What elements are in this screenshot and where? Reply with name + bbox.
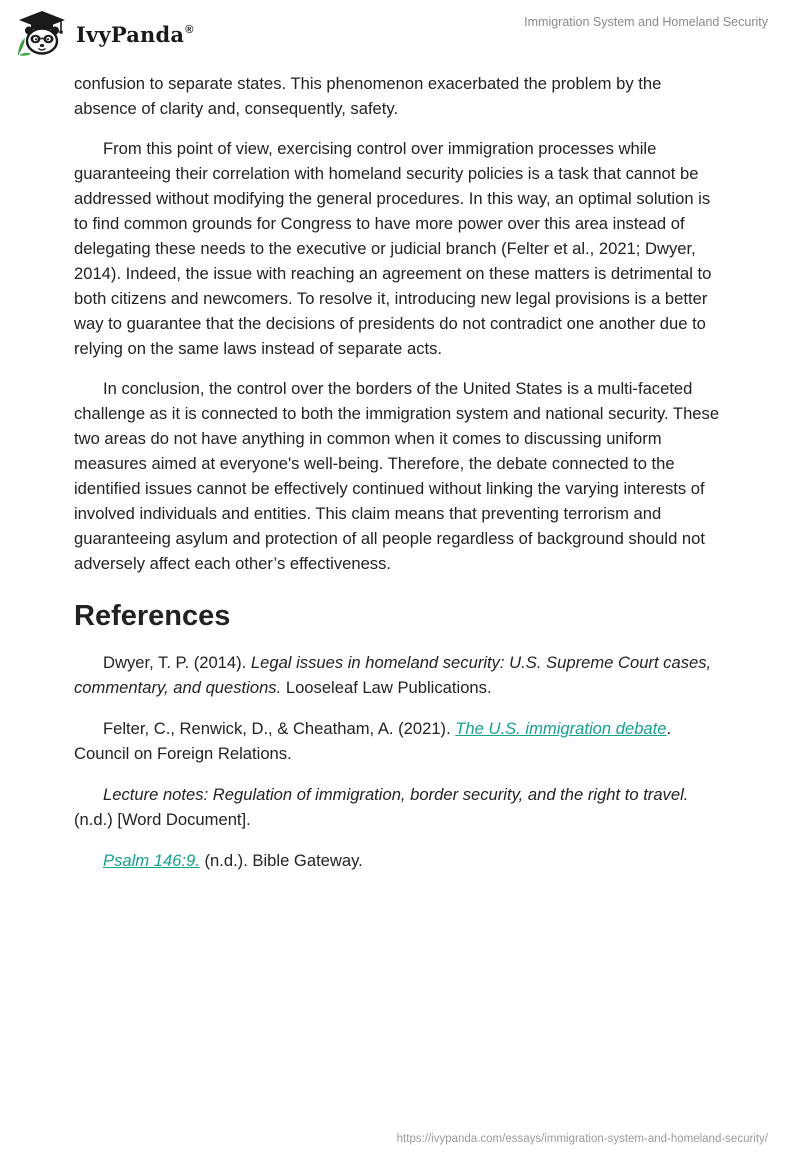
paragraph: confusion to separate states. This phenomenon exacerbated the problem by the absence of clarity and, consequently, safety. [74, 74, 662, 118]
page-header [0, 0, 800, 64]
paragraph: From this point of view, exercising control over immigration processes while guaranteeing their correlation with homeland security policies is a task that cannot be addressed without modifying the general procedures. In this way, an optimal solution is to find common grounds for Congress to have more power over this area instead of delegating these needs to the executive or judicial branch (Felter et al., 2021; Dwyer, 2014). Indeed, the issue with reaching an agreement on these matters is detrimental to both citizens and newcomers. To resolve it, introducing new legal provisions is a better way to guarantee that the decisions of presidents do not contradict one another due to relying on the same laws instead of separate acts. [74, 139, 712, 358]
reference-author: Dwyer, T. P. (2014). [103, 653, 251, 672]
footer-url: https://ivypanda.com/essays/immigration-system-and-homeland-security/ [396, 1133, 768, 1145]
reference-details: (n.d.). Bible Gateway. [199, 851, 363, 870]
panda-graduate-icon [14, 8, 70, 58]
ivypanda-logo[interactable] [14, 8, 194, 58]
reference-publisher: Looseleaf Law Publications. [281, 678, 492, 697]
reference-publisher: . Council on Foreign Relations. [74, 719, 672, 763]
reference-title: Lecture notes: Regulation of immigration, border security, and the right to travel. [103, 785, 689, 804]
paragraph: In conclusion, the control over the borders of the United States is a multi-faceted challenge as it is connected to both the immigration system and national security. These two areas do not have anything in common when it comes to discussing uniform measures aimed at everyone's well-being. Therefore, the debate connected to the identified issues cannot be effectively continued without linking the varying interests of involved individuals and entities. This claim means that preventing terrorism and guaranteeing asylum and protection of all people regardless of background should not adversely affect each other’s effectiveness. [74, 379, 720, 573]
reference-link[interactable]: Psalm 146:9. [103, 851, 200, 870]
reference-item [74, 782, 728, 832]
reference-item [74, 716, 728, 766]
brand-name [76, 22, 194, 47]
reference-link[interactable]: The U.S. immigration debate [455, 719, 667, 738]
reference-title: Legal issues in homeland security: U.S. Supreme Court cases, commentary, and questions. [74, 653, 712, 697]
reference-item [74, 848, 728, 873]
reference-item [74, 650, 728, 700]
reference-author: Felter, C., Renwick, D., & Cheatham, A. (2021). [103, 719, 456, 738]
essay-content [74, 71, 728, 889]
registered-mark: ® [185, 23, 194, 36]
reference-details: (n.d.) [Word Document]. [74, 810, 251, 829]
document-title: Immigration System and Homeland Security [524, 15, 768, 29]
references-heading: References [74, 600, 231, 632]
brand-text: IvyPanda [76, 21, 185, 47]
